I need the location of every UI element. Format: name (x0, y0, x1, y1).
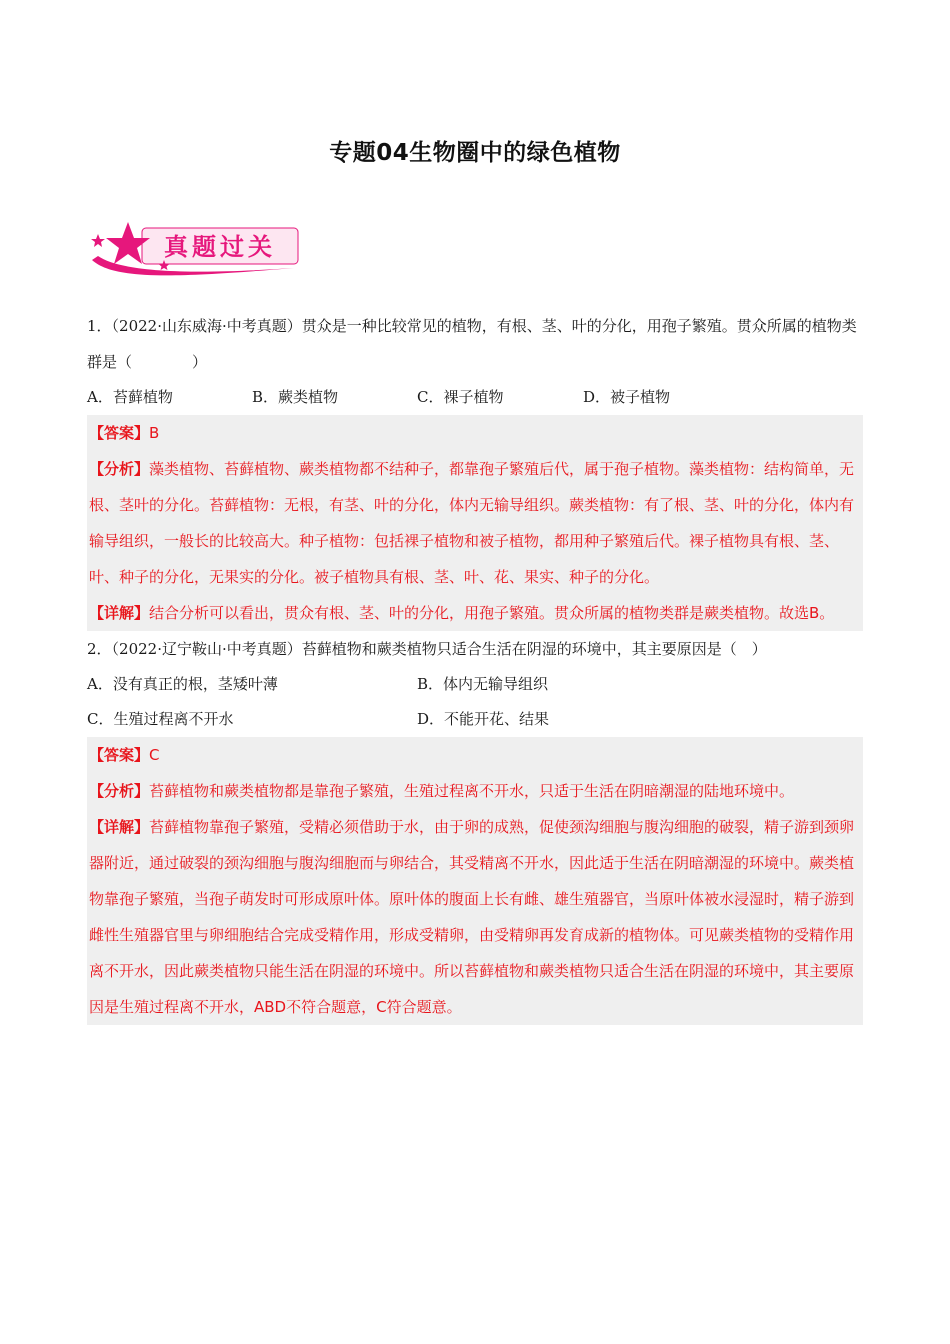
answer-value: B (149, 424, 160, 442)
answer-line (89, 415, 861, 451)
option-b: B．蕨类植物 (252, 388, 339, 406)
detail-text: 苔藓植物靠孢子繁殖，受精必须借助于水，由于卵的成熟，促使颈沟细胞与腹沟细胞的破裂，精子游到颈卵器附近，通过破裂的颈沟细胞与腹沟细胞而与卵结合，其受精离不开水，因此适于生活在阴暗潮湿的环境中。蕨类植物靠孢子繁殖，当孢子萌发时可形成原叶体。原叶体的腹面上长有雌、雄生殖器官，当原叶体被水浸湿时，精子游到雌性生殖器官里与卵细胞结合完成受精作用，形成受精卵，由受精卵再发育成新的植物体。可见蕨类植物的受精作用离不开水，因此蕨类植物只能生活在阴湿的环境中。所以苔藓植物和蕨类植物只适合生活在阴湿的环境中，其主要原因是生殖过程离不开水，ABD不符合题意，C符合题意。 (89, 818, 855, 1016)
option-c: C．裸子植物 (417, 388, 504, 406)
small-star-icon (91, 234, 105, 247)
analysis-line (89, 451, 861, 595)
answer-tag: 【答案】 (89, 746, 150, 764)
section-banner (84, 220, 304, 276)
detail-tag: 【详解】 (89, 818, 150, 836)
option-a: A．没有真正的根，茎矮叶薄 (87, 675, 278, 693)
answer-value: C (149, 746, 160, 764)
options-row (87, 667, 863, 702)
question-stem: 1．（2022·山东威海·中考真题）贯众是一种比较常见的植物，有根、茎、叶的分化，用孢子繁殖。贯众所属的植物类群是（ ） (87, 317, 857, 371)
option-d: D．被子植物 (583, 388, 671, 406)
banner-text: 真题过关 (164, 233, 276, 261)
answer-tag: 【答案】 (89, 424, 150, 442)
answer-box (87, 737, 863, 1025)
question-list (87, 308, 863, 1025)
option-a: A．苔藓植物 (87, 388, 173, 406)
analysis-text: 藻类植物、苔藓植物、蕨类植物都不结种子，都靠孢子繁殖后代，属于孢子植物。藻类植物：结构简单，无根、茎叶的分化。苔藓植物：无根，有茎、叶的分化，体内无输导组织。蕨类植物：有了根、茎、叶的分化，体内有输导组织，一般长的比较高大。种子植物：包括裸子植物和被子植物，都用种子繁殖后代。裸子植物具有根、茎、叶、种子的分化，无果实的分化。被子植物具有根、茎、叶、花、果实、种子的分化。 (89, 460, 855, 586)
question-1 (87, 308, 863, 631)
detail-text: 结合分析可以看出，贯众有根、茎、叶的分化，用孢子繁殖。贯众所属的植物类群是蕨类植物。故选B。 (149, 604, 835, 622)
option-d: D．不能开花、结果 (417, 710, 550, 728)
question-stem: 2．（2022·辽宁鞍山·中考真题）苔藓植物和蕨类植物只适合生活在阴湿的环境中，其主要原因是（ ） (87, 640, 767, 658)
question-2 (87, 631, 863, 1025)
options-row (87, 702, 863, 737)
analysis-text: 苔藓植物和蕨类植物都是靠孢子繁殖，生殖过程离不开水，只适于生活在阴暗潮湿的陆地环境中。 (149, 782, 795, 800)
answer-line (89, 737, 861, 773)
option-b: B．体内无输导组织 (417, 675, 549, 693)
analysis-tag: 【分析】 (89, 460, 150, 478)
answer-box (87, 415, 863, 631)
document-title: 专题04生物圈中的绿色植物 (329, 140, 621, 166)
options-row (87, 380, 863, 415)
detail-line (89, 809, 861, 1025)
analysis-tag: 【分析】 (89, 782, 150, 800)
detail-tag: 【详解】 (89, 604, 150, 622)
detail-line (89, 595, 861, 631)
analysis-line (89, 773, 861, 809)
option-c: C．生殖过程离不开水 (87, 710, 234, 728)
